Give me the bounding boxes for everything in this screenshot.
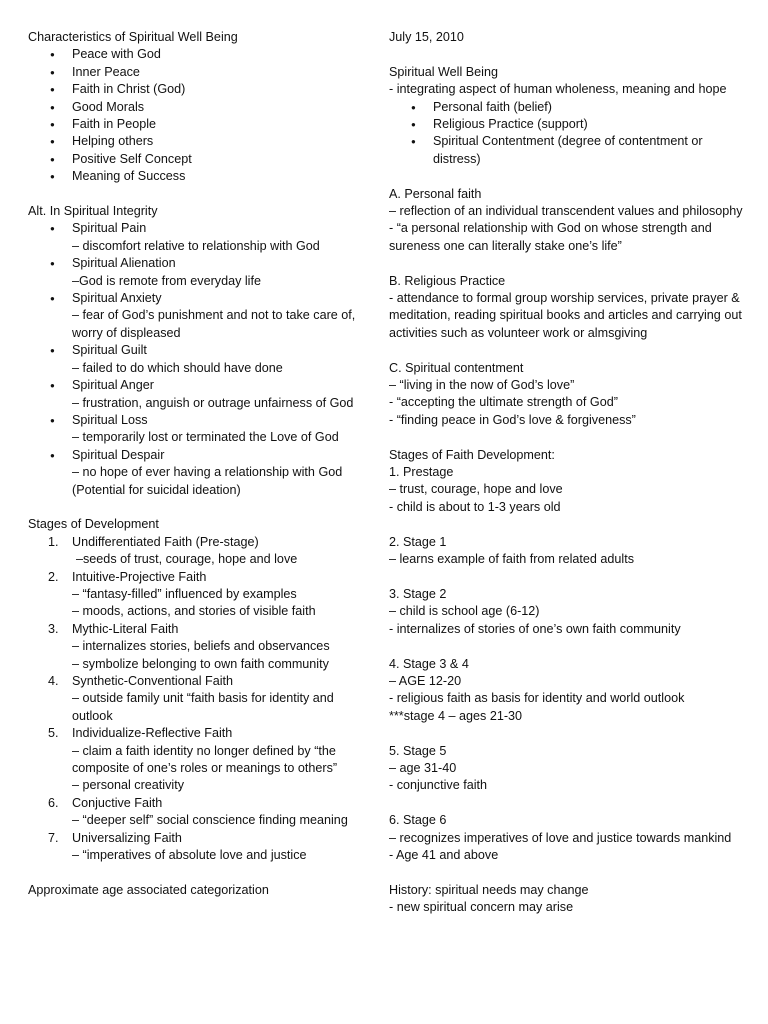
term: ● Spiritual Guilt [72, 343, 147, 358]
paragraph-line: – reflection of an individual transcendent values and philosophy [389, 204, 743, 219]
stage-line: – outside family unit “faith basis for identity and outlook [72, 691, 334, 723]
stage-line: - internalizes of stories of one’s own faith community [389, 621, 681, 636]
history-heading: History: spiritual needs may change [389, 882, 589, 897]
stage-line: – learns example of faith from related adults [389, 552, 635, 567]
description: – frustration, anguish or outrage unfairness of God [72, 395, 354, 410]
stage-title: Universalizing Faith [72, 830, 182, 845]
stage-line: – “fantasy-filled” influenced by examples [72, 586, 297, 601]
list-item: ● Personal faith (belief) [389, 99, 744, 116]
paragraph-line: - “accepting the ultimate strength of God” [389, 395, 618, 410]
stage-title: 1. Prestage [389, 465, 454, 480]
list-item [28, 534, 373, 569]
list-item [28, 342, 373, 377]
characteristics-heading: Characteristics of Spiritual Well Being [28, 30, 238, 44]
stage-line: - religious faith as basis for identity and world outlook [389, 691, 685, 706]
term: ● Spiritual Loss [72, 412, 148, 427]
stage-line: – “deeper self” social conscience finding meaning [72, 813, 348, 828]
stage-title: 5. Stage 5 [389, 743, 447, 758]
list-item [28, 377, 373, 412]
right-column [389, 29, 744, 917]
stage-line: – AGE 12-20 [389, 673, 462, 688]
description: –God is remote from everyday life [72, 273, 261, 288]
list-item [28, 220, 373, 255]
list-item [28, 290, 373, 342]
list-item: ● Inner Peace [28, 64, 373, 81]
stage-title: 6. Stage 6 [389, 813, 447, 828]
stage-line: – age 31-40 [389, 760, 457, 775]
term: ● Spiritual Despair [72, 447, 165, 462]
description: – failed to do which should have done [72, 360, 283, 375]
stage-line: – recognizes imperatives of love and justice towards mankind [389, 830, 732, 845]
paragraph-line: - “finding peace in God’s love & forgiveness” [389, 412, 636, 427]
paragraph-line: – “living in the now of God’s love” [389, 378, 575, 393]
stage-line: ***stage 4 – ages 21-30 [389, 708, 523, 723]
stage-line: – “imperatives of absolute love and justice [72, 848, 307, 863]
characteristics-list [28, 46, 373, 185]
item-number: 7. [48, 830, 59, 845]
list-item: ● Good Morals [28, 99, 373, 116]
list-item: ● Religious Practice (support) [389, 116, 744, 133]
wellbeing-heading: Spiritual Well Being [389, 64, 498, 79]
list-item [28, 725, 373, 795]
stage-title: 2. Stage 1 [389, 534, 447, 549]
document-date: July 15, 2010 [389, 30, 464, 44]
item-number: 3. [48, 621, 59, 636]
stage-line: - Age 41 and above [389, 847, 499, 862]
stage-title: 4. Stage 3 & 4 [389, 656, 469, 671]
list-item [28, 830, 373, 865]
stage-line: – claim a faith identity no longer defined by “the composite of one’s roles or meanings to others” [72, 743, 338, 776]
list-item: ● Helping others [28, 133, 373, 150]
stage-line: - child is about to 1-3 years old [389, 499, 561, 514]
paragraph-line: - attendance to formal group worship services, private prayer & meditation, reading spiritual books and articles and carrying out activities such as volunteer work or almsgiving [389, 291, 742, 340]
stage-line: – moods, actions, and stories of visible faith [72, 604, 316, 619]
wellbeing-description: - integrating aspect of human wholeness, meaning and hope [389, 82, 727, 97]
stage-title: Mythic-Literal Faith [72, 621, 179, 636]
stage-line: – personal creativity [72, 778, 184, 793]
list-item: ● Faith in Christ (God) [28, 81, 373, 98]
list-item: ● Positive Self Concept [28, 151, 373, 168]
stage-line: – child is school age (6-12) [389, 604, 540, 619]
stage-title: 3. Stage 2 [389, 586, 447, 601]
term: ● Spiritual Pain [72, 221, 147, 236]
list-item: ● Faith in People [28, 116, 373, 133]
stage-line: - conjunctive faith [389, 778, 488, 793]
stage-line: – trust, courage, hope and love [389, 482, 563, 497]
description: – temporarily lost or terminated the Love of God [72, 430, 339, 445]
paragraph-line: - new spiritual concern may arise [389, 900, 574, 915]
stage-line: –seeds of trust, courage, hope and love [76, 552, 298, 567]
list-item [28, 255, 373, 290]
list-item: ● Spiritual Contentment (degree of contentment or distress) [389, 133, 744, 168]
list-item [28, 673, 373, 725]
list-item [28, 621, 373, 673]
religious-practice-heading: B. Religious Practice [389, 273, 506, 288]
item-number: 5. [48, 726, 59, 741]
description: – fear of God’s punishment and not to take care of, worry of displeased [72, 308, 356, 340]
faith-stages-heading: Stages of Faith Development: [389, 447, 555, 462]
stage-title: Undifferentiated Faith (Pre-stage) [72, 534, 259, 549]
list-item [28, 795, 373, 830]
term: ● Spiritual Anger [72, 378, 154, 393]
description: – discomfort relative to relationship with God [72, 238, 320, 253]
personal-faith-heading: A. Personal faith [389, 186, 482, 201]
stage-title: Conjuctive Faith [72, 795, 163, 810]
item-number: 4. [48, 674, 59, 688]
list-item [28, 412, 373, 447]
paragraph-line: - “a personal relationship with God on whose strength and sureness one can literally stake one’s life” [389, 221, 712, 253]
footer-note: Approximate age associated categorization [28, 882, 269, 897]
left-column [28, 29, 373, 899]
stage-title: Synthetic-Conventional Faith [72, 674, 234, 688]
stages-list [28, 534, 373, 865]
stages-heading: Stages of Development [28, 517, 159, 532]
contentment-heading: C. Spiritual contentment [389, 360, 524, 375]
alterations-list [28, 220, 373, 499]
stage-title: Individualize-Reflective Faith [72, 726, 233, 741]
list-item: ● Meaning of Success [28, 168, 373, 185]
list-item: ● Peace with God [28, 46, 373, 63]
list-item [28, 447, 373, 499]
wellbeing-list [389, 99, 744, 169]
item-number: 6. [48, 795, 59, 810]
stage-title: Intuitive-Projective Faith [72, 569, 207, 584]
term: ● Spiritual Alienation [72, 256, 176, 271]
term: ● Spiritual Anxiety [72, 291, 162, 306]
stage-line: – symbolize belonging to own faith community [72, 656, 329, 671]
item-number: 2. [48, 569, 59, 584]
stage-line: – internalizes stories, beliefs and observances [72, 639, 330, 654]
list-item [28, 569, 373, 621]
alterations-heading: Alt. In Spiritual Integrity [28, 204, 158, 219]
description: – no hope of ever having a relationship with God (Potential for suicidal ideation) [72, 465, 343, 497]
item-number: 1. [48, 534, 59, 549]
